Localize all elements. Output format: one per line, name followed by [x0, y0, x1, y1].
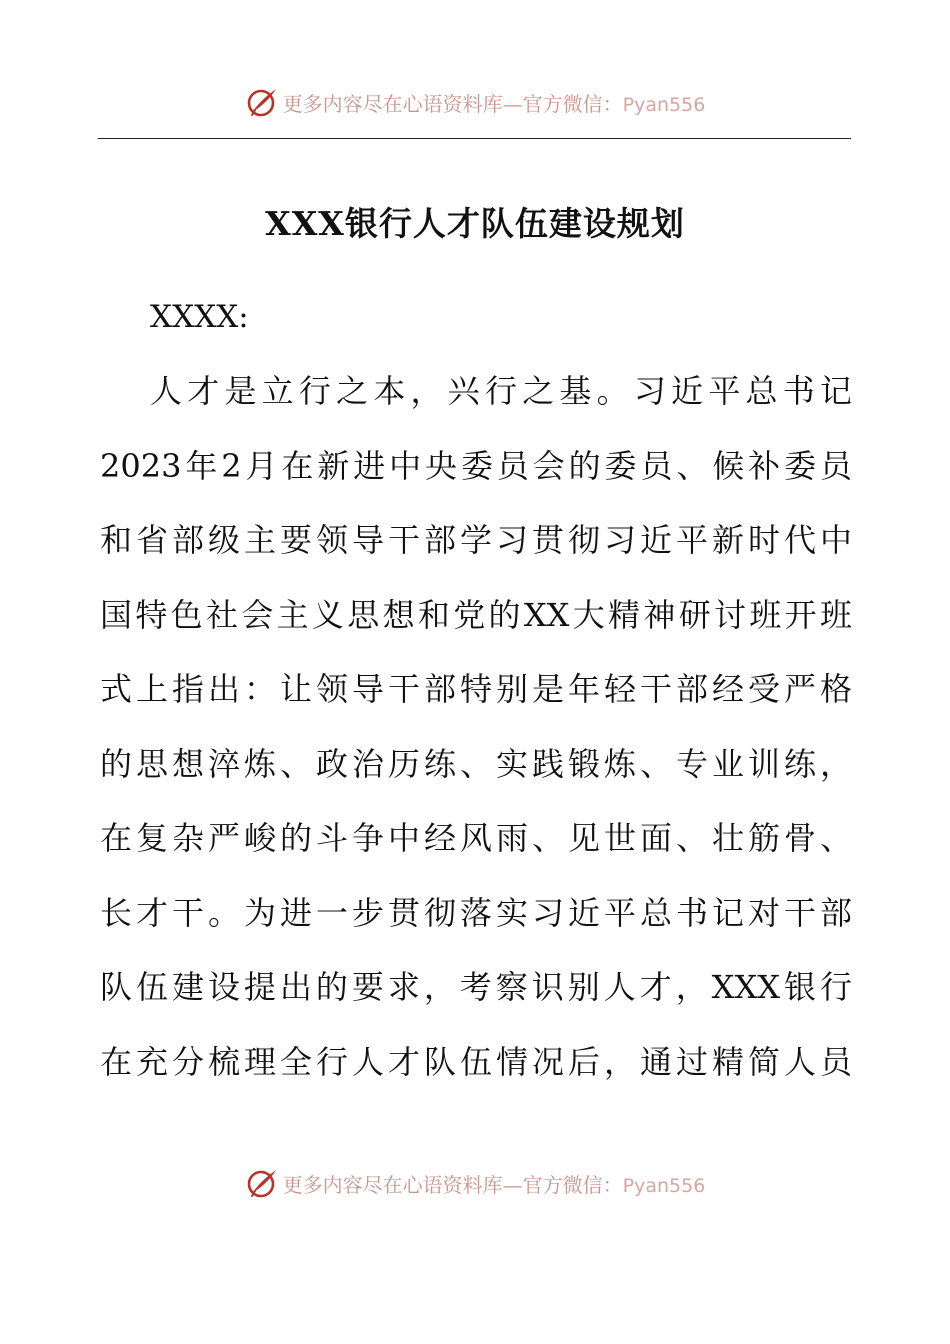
footer-watermark-banner	[0, 1163, 950, 1203]
footer-banner-slogan: 更多内容尽在心语资料库—官方微信：	[282, 1172, 623, 1197]
document-title: XXX银行人才队伍建设规划	[265, 204, 685, 243]
body-line: 在复杂严峻的斗争中经风雨、见世面、壮筋骨、	[100, 819, 852, 857]
header-banner-slogan: 更多内容尽在心语资料库—官方微信：	[282, 91, 623, 116]
header-watermark-banner	[0, 82, 950, 122]
body-line: 国特色社会主义思想和党的XX大精神研讨班开班	[100, 595, 852, 634]
body-line: 长才干。为进一步贯彻落实习近平总书记对干部	[100, 893, 852, 932]
document-body	[100, 354, 852, 1099]
body-line: 队伍建设提出的要求，考察识别人才，XXX银行	[100, 968, 852, 1006]
header-banner-wechat-id: Pyan556	[622, 93, 706, 116]
footer-banner-text	[283, 1169, 706, 1198]
body-line: 和省部级主要领导干部学习贯彻习近平新时代中	[100, 521, 852, 559]
quill-logo-icon	[245, 85, 279, 119]
body-line: 的思想淬炼、政治历练、实践锻炼、专业训练，	[100, 744, 852, 783]
footer-banner-wechat-id: Pyan556	[622, 1174, 706, 1197]
header-divider	[98, 138, 851, 139]
quill-logo-icon	[245, 1166, 279, 1200]
body-line: 2023年2月在新进中央委员会的委员、候补委员	[100, 446, 852, 485]
header-banner-text	[283, 88, 706, 117]
body-line: 人才是立行之本，兴行之基。习近平总书记	[150, 372, 852, 410]
salutation: XXXX:	[150, 299, 249, 335]
body-line: 式上指出：让领导干部特别是年轻干部经受严格	[100, 670, 852, 708]
body-line: 在充分梳理全行人才队伍情况后，通过精简人员	[100, 1042, 852, 1081]
